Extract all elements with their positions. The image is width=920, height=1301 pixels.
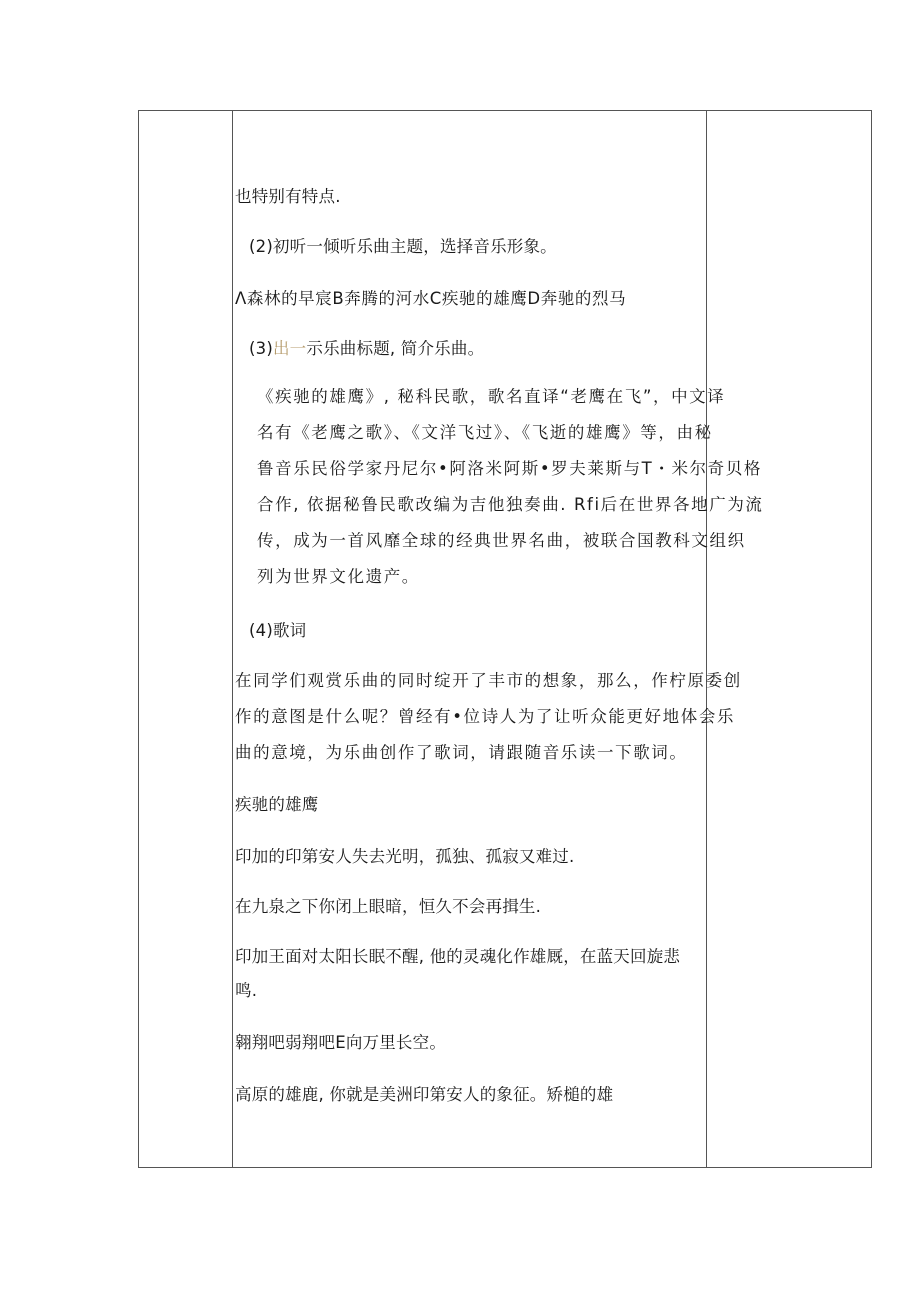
lyric-line: 印加的印第安人失去光明，孤独、孤寂又难过. xyxy=(235,847,575,866)
step-3-heading xyxy=(249,335,484,359)
step-4-heading: (4)歌词 xyxy=(249,621,307,640)
step-3-text: 示乐曲标题, 简介乐曲。 xyxy=(306,339,485,358)
imagine-line: 在同学们观赏乐曲的同时绽开了丰市的想象，那么，作柠原委创 xyxy=(235,671,742,690)
lyric-line: 在九泉之下你闭上眼暗，恒久不会再揖生. xyxy=(235,897,542,916)
song-title: 疾驰的雄鹰 xyxy=(235,795,319,814)
lyric-line: 翱翔吧弱翔吧E向万里长空。 xyxy=(235,1033,447,1052)
lyric-line: 鸣. xyxy=(235,981,258,1000)
column-divider-right xyxy=(706,111,707,1167)
column-divider-left xyxy=(232,111,233,1167)
options-line: Λ森林的早宸B奔腾的河水C疾驰的雄鹰D奔驰的烈马 xyxy=(235,289,627,308)
intro-line: 《疾驰的雄鹰》, 秘科民歌，歌名直译“老鹰在飞”，中文译 xyxy=(257,387,726,406)
text-line: 也特别有特点. xyxy=(235,187,341,206)
imagine-line: 作的意图是什么呢？曾经有•位诗人为了让听众能更好地体会乐 xyxy=(235,707,736,726)
intro-line: 名有《老鹰之歌》、《文洋飞过》、《飞逝的雄鹰》等，由秘 xyxy=(257,423,713,442)
step-3-accent: 出一 xyxy=(272,339,307,358)
lesson-table xyxy=(138,110,872,1168)
lyric-line: 高原的雄鹿, 你就是美洲印第安人的象征。矫槌的雄 xyxy=(235,1085,614,1104)
step-2-heading: (2)初听一倾听乐曲主题，选择音乐形象。 xyxy=(249,237,557,256)
intro-line: 鲁音乐民俗学家丹尼尔•阿洛米阿斯•罗夫莱斯与T・米尔奇贝格 xyxy=(257,459,762,478)
intro-line: 列为世界文化遗产。 xyxy=(257,567,420,586)
intro-line: 合作, 依据秘鲁民歌改编为吉他独奏曲. Rfi后在世界各地广为流 xyxy=(257,495,764,514)
lyric-line: 印加王面对太阳长眠不醒, 他的灵魂化作雄厩，在蓝天回旋悲 xyxy=(235,947,681,966)
step-3-number: (3) xyxy=(249,339,273,358)
intro-line: 传，成为一首风靡全球的经典世界名曲，被联合国教科文组织 xyxy=(257,531,746,550)
imagine-line: 曲的意境，为乐曲创作了歌词，请跟随音乐读一下歌词。 xyxy=(235,743,688,762)
